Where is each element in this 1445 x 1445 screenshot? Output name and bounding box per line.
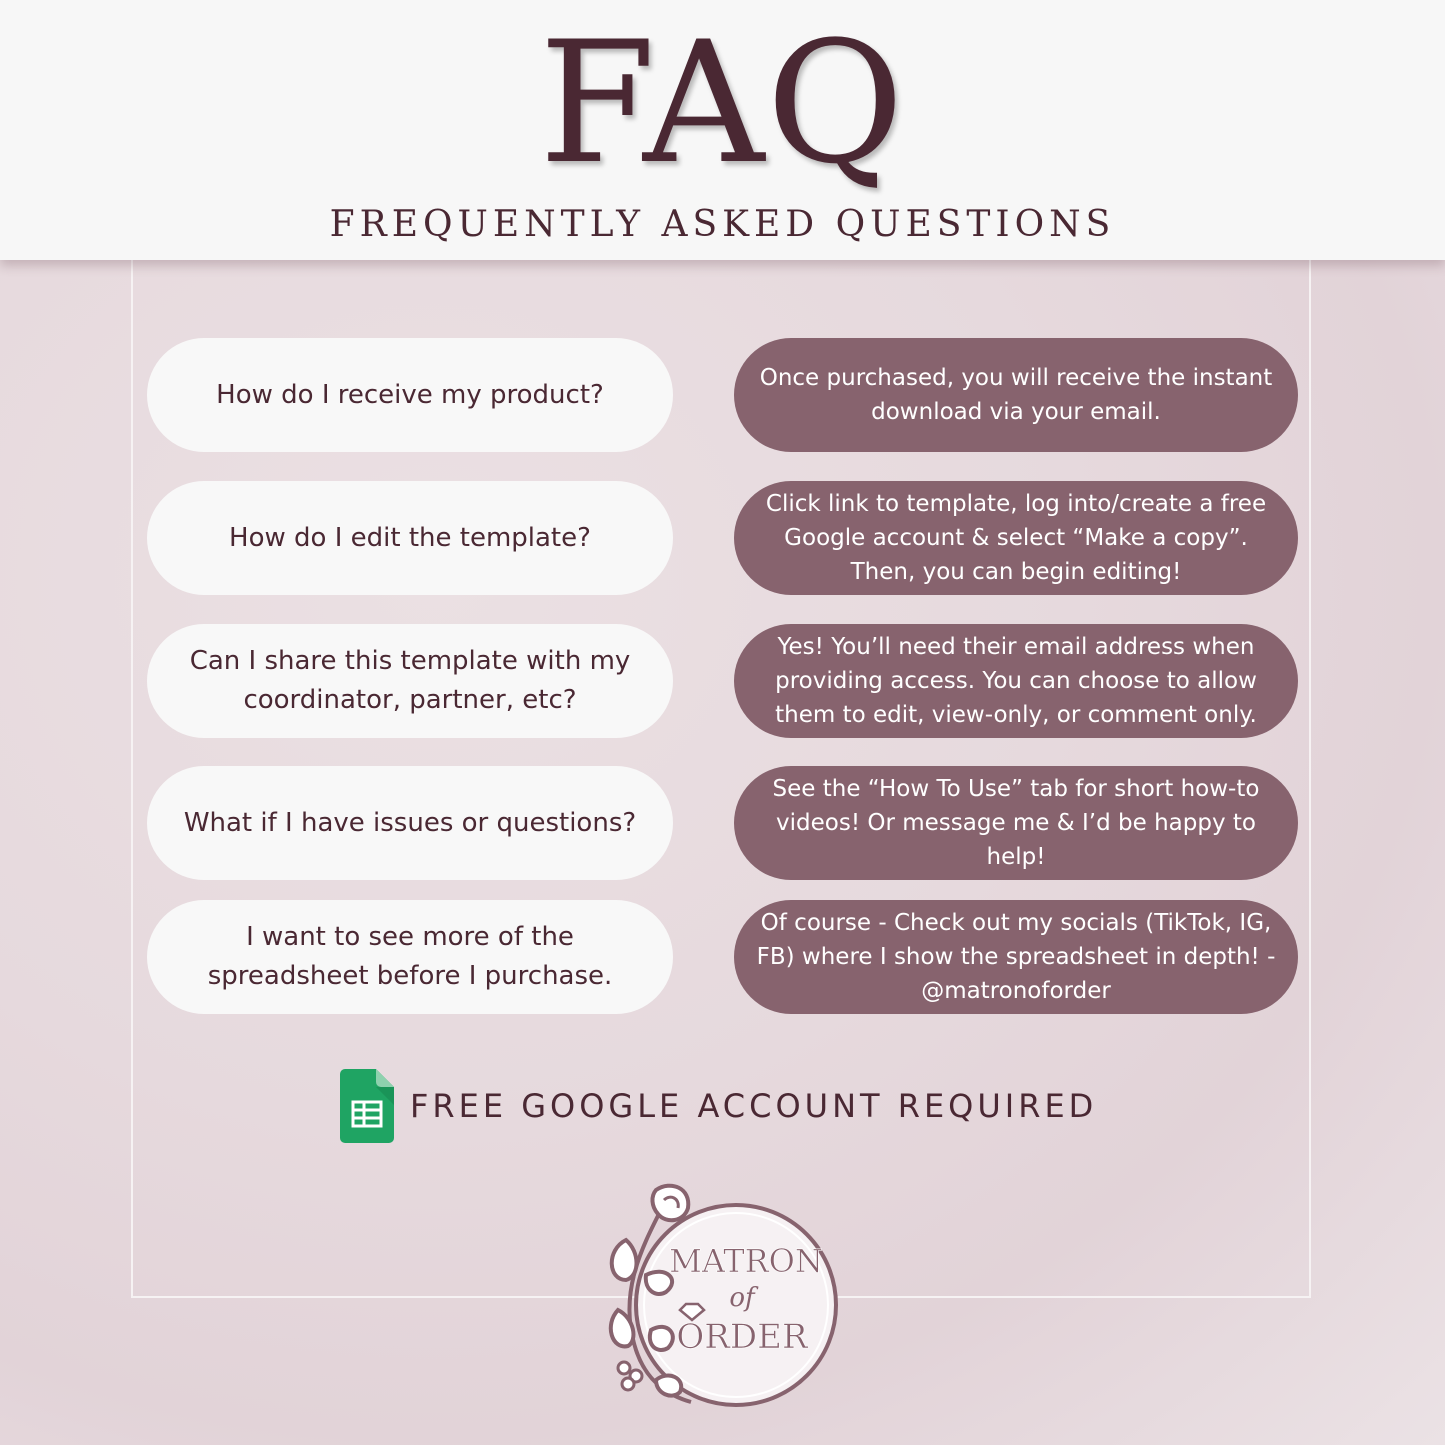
answer-text: Yes! You’ll need their email address when providing access. You can choose to allow them to edit, view-only, or comment only.: [775, 634, 1257, 728]
question-text: I want to see more of the spreadsheet before I purchase.: [207, 922, 613, 991]
faq-answer-2: [734, 481, 1298, 595]
logo-line-1: MATRON: [669, 1242, 823, 1280]
google-sheets-icon: [340, 1069, 394, 1143]
question-text: How do I receive my product?: [216, 379, 604, 410]
faq-question-1: [147, 338, 673, 452]
faq-answer-3: [734, 624, 1298, 738]
logo-line-3: ORDER: [676, 1317, 808, 1357]
faq-question-4: [147, 766, 673, 880]
matron-of-order-logo: [596, 1180, 846, 1416]
page-title: FAQ: [538, 5, 907, 201]
google-account-text: FREE GOOGLE ACCOUNT REQUIRED: [410, 1087, 1098, 1125]
faq-question-5: [147, 900, 673, 1014]
question-text: How do I edit the template?: [229, 522, 591, 553]
question-text: Can I share this template with my coordinator, partner, etc?: [189, 646, 631, 715]
faq-answer-4: [734, 766, 1298, 880]
question-text: What if I have issues or questions?: [183, 807, 637, 838]
answer-text: Once purchased, you will receive the instant download via your email.: [759, 365, 1273, 425]
page-subtitle: FREQUENTLY ASKED QUESTIONS: [329, 204, 1116, 245]
logo-line-2: of: [729, 1283, 755, 1313]
header-banner: [0, 0, 1445, 260]
faq-question-3: [147, 624, 673, 738]
answer-text: See the “How To Use” tab for short how-to videos! Or message me & I’d be happy to help!: [772, 776, 1260, 870]
faq-answer-1: [734, 338, 1298, 452]
faq-question-2: [147, 481, 673, 595]
google-account-note: [340, 1068, 1097, 1144]
faq-answer-5: [734, 900, 1298, 1014]
answer-text: Of course - Check out my socials (TikTok, IG, FB) where I show the spreadsheet in depth! - @matronoforder: [756, 910, 1276, 1004]
answer-text: Click link to template, log into/create a free Google account & select “Make a copy”. Then, you can begin editing!: [765, 491, 1267, 585]
